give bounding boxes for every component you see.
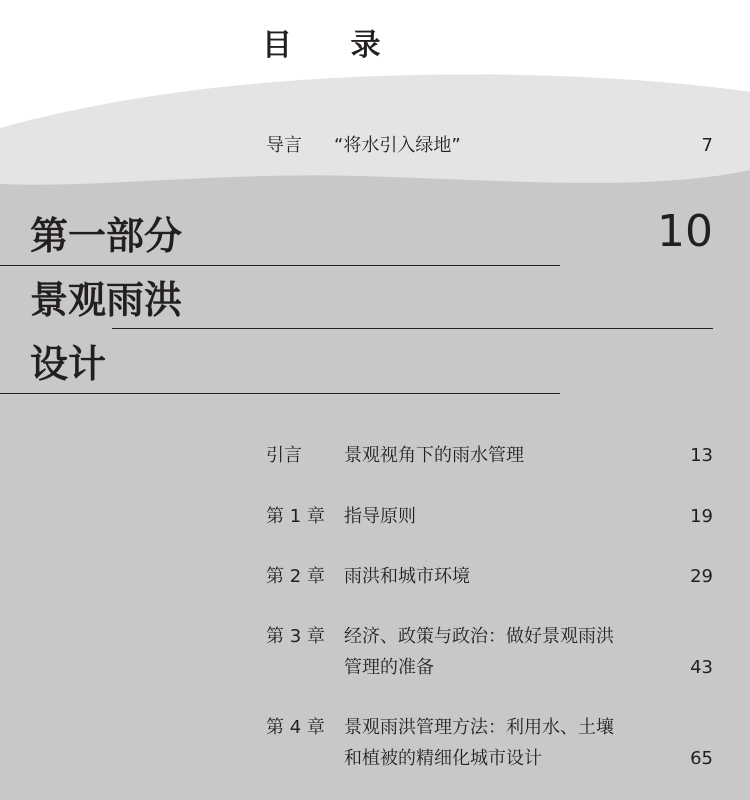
intro-title: “将水引入绿地”	[334, 135, 461, 156]
entry-page: 43	[690, 657, 713, 678]
entry-page: 65	[690, 748, 713, 769]
entry-label: 第 3 章	[266, 626, 325, 647]
entry-title: 景观视角下的雨水管理	[344, 445, 524, 466]
entry-title-line1: 景观雨洪管理方法：利用水、土壤	[344, 717, 614, 738]
entry-page: 19	[690, 506, 713, 527]
intro-label: 导言	[266, 135, 302, 156]
part-title-line1: 第一部分	[30, 214, 183, 258]
entry-label: 引言	[266, 445, 302, 466]
entry-title: 指导原则	[344, 506, 416, 527]
entry-label: 第 2 章	[266, 566, 325, 587]
part-page: 10	[657, 206, 713, 257]
part-rule-3	[0, 393, 560, 394]
entry-title-line1: 经济、政策与政治：做好景观雨洪	[344, 626, 614, 647]
entry-page: 13	[690, 445, 713, 466]
part-title-line3: 设计	[30, 342, 107, 386]
entry-title-line2: 和植被的精细化城市设计	[344, 748, 542, 769]
part-title-line2: 景观雨洪	[30, 278, 183, 322]
entry-title: 雨洪和城市环境	[344, 566, 470, 587]
part-rule-1	[0, 265, 560, 266]
entry-title-line2: 管理的准备	[344, 657, 434, 678]
part-rule-2	[112, 328, 713, 329]
entry-label: 第 1 章	[266, 506, 325, 527]
entry-label: 第 4 章	[266, 717, 325, 738]
intro-page: 7	[701, 135, 713, 156]
entry-page: 29	[690, 566, 713, 587]
toc-heading: 目 录	[262, 28, 405, 63]
